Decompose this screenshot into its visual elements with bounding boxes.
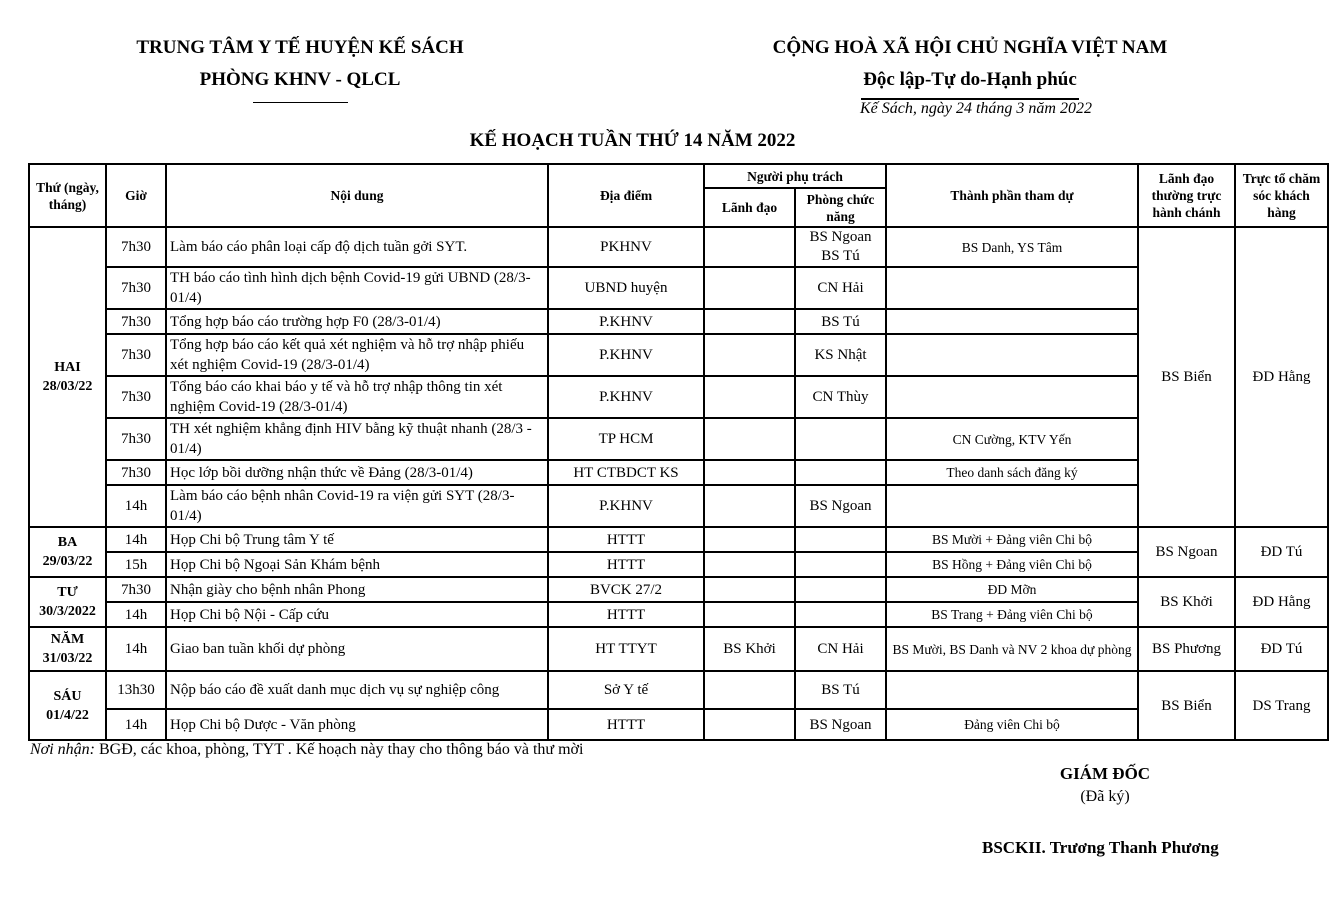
table-row bbox=[29, 627, 1328, 671]
day-cell bbox=[29, 627, 106, 671]
national-motto: Độc lập-Tự do-Hạnh phúc bbox=[861, 64, 1079, 100]
weekly-plan-table bbox=[28, 163, 1329, 741]
table-row bbox=[29, 418, 1328, 460]
customer-care-cell: DS Trang bbox=[1235, 671, 1328, 740]
customer-care-cell: ĐD Tú bbox=[1235, 527, 1328, 577]
day-cell bbox=[29, 671, 106, 740]
leader-cell bbox=[704, 227, 795, 267]
participants-cell bbox=[886, 485, 1138, 527]
dept-cell: KS Nhật bbox=[795, 334, 886, 376]
participants-cell: Đảng viên Chi bộ bbox=[886, 709, 1138, 740]
header-divider bbox=[253, 102, 348, 103]
customer-care-cell: ĐD Tú bbox=[1235, 627, 1328, 671]
recipients-note bbox=[30, 741, 583, 759]
location-cell: HT CTBDCT KS bbox=[548, 460, 704, 485]
table-row bbox=[29, 671, 1328, 709]
header-location: Địa điểm bbox=[548, 164, 704, 227]
participants-cell: BS Trang + Đảng viên Chi bộ bbox=[886, 602, 1138, 627]
header-day: Thứ (ngày, tháng) bbox=[29, 164, 106, 227]
issuer-header bbox=[80, 32, 520, 103]
recipients-label: Nơi nhận: bbox=[30, 741, 95, 758]
time-cell: 15h bbox=[106, 552, 166, 577]
dept-cell: BS Ngoan BS Tú bbox=[795, 227, 886, 267]
leader-cell bbox=[704, 418, 795, 460]
location-cell: P.KHNV bbox=[548, 309, 704, 334]
participants-cell bbox=[886, 267, 1138, 309]
leader-cell bbox=[704, 485, 795, 527]
dept-cell bbox=[795, 552, 886, 577]
content-cell: Làm báo cáo phân loại cấp độ dịch tuần gởi SYT. bbox=[166, 227, 548, 267]
participants-cell bbox=[886, 309, 1138, 334]
content-cell: Nộp báo cáo đề xuất danh mục dịch vụ sự nghiệp công bbox=[166, 671, 548, 709]
location-cell: BVCK 27/2 bbox=[548, 577, 704, 602]
signed-note: (Đã ký) bbox=[1080, 788, 1130, 805]
content-cell: Tổng hợp báo cáo kết quả xét nghiệm và hỗ trợ nhập phiếu xét nghiệm Covid-19 (28/3-01/4) bbox=[166, 334, 548, 376]
header-admin-leader: Lãnh đạo thường trực hành chánh bbox=[1138, 164, 1235, 227]
location-cell: UBND huyện bbox=[548, 267, 704, 309]
content-cell: Họp Chi bộ Nội - Cấp cứu bbox=[166, 602, 548, 627]
leader-cell bbox=[704, 376, 795, 418]
dept-cell bbox=[795, 418, 886, 460]
location-cell: HTTT bbox=[548, 602, 704, 627]
time-cell: 7h30 bbox=[106, 418, 166, 460]
participants-cell bbox=[886, 376, 1138, 418]
header-customer-care: Trực tổ chăm sóc khách hàng bbox=[1235, 164, 1328, 227]
header-dept: Phòng chức năng bbox=[795, 188, 886, 227]
dept-cell bbox=[795, 577, 886, 602]
time-cell: 13h30 bbox=[106, 671, 166, 709]
time-cell: 14h bbox=[106, 709, 166, 740]
location-cell: P.KHNV bbox=[548, 376, 704, 418]
time-cell: 14h bbox=[106, 527, 166, 552]
day-date: 31/03/22 bbox=[42, 651, 93, 666]
content-cell: Tổng hợp báo cáo trường hợp F0 (28/3-01/4) bbox=[166, 309, 548, 334]
content-cell: TH báo cáo tình hình dịch bệnh Covid-19 gửi UBND (28/3-01/4) bbox=[166, 267, 548, 309]
content-cell: Nhận giày cho bệnh nhân Phong bbox=[166, 577, 548, 602]
dept-cell: BS Tú bbox=[795, 309, 886, 334]
day-cell bbox=[29, 227, 106, 527]
day-name: HAI bbox=[54, 360, 81, 375]
table-row bbox=[29, 376, 1328, 418]
header-responsible: Người phụ trách bbox=[704, 164, 886, 188]
content-cell: Họp Chi bộ Trung tâm Y tế bbox=[166, 527, 548, 552]
admin-leader-cell: BS Biển bbox=[1138, 671, 1235, 740]
content-cell: Tổng báo cáo khai báo y tế và hỗ trợ nhập thông tin xét nghiệm Covid-19 (28/3-01/4) bbox=[166, 376, 548, 418]
day-name: BA bbox=[57, 535, 78, 550]
nation-name: CỘNG HOÀ XÃ HỘI CHỦ NGHĨA VIỆT NAM bbox=[772, 37, 1168, 58]
admin-leader-cell: BS Khởi bbox=[1138, 577, 1235, 627]
leader-cell bbox=[704, 552, 795, 577]
day-date: 28/03/22 bbox=[42, 379, 93, 394]
location-cell: P.KHNV bbox=[548, 485, 704, 527]
admin-leader-cell: BS Biển bbox=[1138, 227, 1235, 527]
leader-cell bbox=[704, 309, 795, 334]
participants-cell bbox=[886, 671, 1138, 709]
table-row bbox=[29, 485, 1328, 527]
time-cell: 14h bbox=[106, 485, 166, 527]
participants-cell: BS Mười + Đảng viên Chi bộ bbox=[886, 527, 1138, 552]
day-name: TƯ bbox=[57, 585, 78, 600]
dept-cell bbox=[795, 602, 886, 627]
location-cell: HTTT bbox=[548, 527, 704, 552]
leader-cell bbox=[704, 602, 795, 627]
participants-cell: BS Danh, YS Tâm bbox=[886, 227, 1138, 267]
participants-cell: BS Hồng + Đảng viên Chi bộ bbox=[886, 552, 1138, 577]
table-row bbox=[29, 227, 1328, 267]
location-cell: HTTT bbox=[548, 709, 704, 740]
time-cell: 7h30 bbox=[106, 227, 166, 267]
day-cell bbox=[29, 527, 106, 577]
day-date: 30/3/2022 bbox=[39, 604, 96, 619]
leader-cell bbox=[704, 577, 795, 602]
dept-cell bbox=[795, 527, 886, 552]
location-cell: TP HCM bbox=[548, 418, 704, 460]
participants-cell: ĐD Mỡn bbox=[886, 577, 1138, 602]
leader-cell bbox=[704, 527, 795, 552]
place-date: Kế Sách, ngày 24 tháng 3 năm 2022 bbox=[860, 100, 1092, 117]
header-content: Nội dung bbox=[166, 164, 548, 227]
dept-cell: BS Tú bbox=[795, 671, 886, 709]
time-cell: 7h30 bbox=[106, 334, 166, 376]
dept-cell: CN Thùy bbox=[795, 376, 886, 418]
header-time: Giờ bbox=[106, 164, 166, 227]
time-cell: 7h30 bbox=[106, 267, 166, 309]
table-row bbox=[29, 460, 1328, 485]
table-row bbox=[29, 552, 1328, 577]
table-row bbox=[29, 527, 1328, 552]
leader-cell bbox=[704, 671, 795, 709]
organization-name: TRUNG TÂM Y TẾ HUYỆN KẾ SÁCH bbox=[136, 37, 464, 58]
time-cell: 7h30 bbox=[106, 309, 166, 334]
signer-name: BSCKII. Trương Thanh Phương bbox=[982, 838, 1219, 857]
participants-cell: BS Mười, BS Danh và NV 2 khoa dự phòng bbox=[886, 627, 1138, 671]
dept-cell: BS Ngoan bbox=[795, 709, 886, 740]
leader-cell bbox=[704, 334, 795, 376]
time-cell: 7h30 bbox=[106, 460, 166, 485]
dept-cell bbox=[795, 460, 886, 485]
day-name: NĂM bbox=[50, 632, 85, 647]
content-cell: Họp Chi bộ Dược - Văn phòng bbox=[166, 709, 548, 740]
participants-cell bbox=[886, 334, 1138, 376]
time-cell: 7h30 bbox=[106, 577, 166, 602]
day-date: 01/4/22 bbox=[46, 707, 89, 723]
table-row bbox=[29, 602, 1328, 627]
day-cell bbox=[29, 577, 106, 627]
customer-care-cell: ĐD Hằng bbox=[1235, 577, 1328, 627]
document-title: KẾ HOẠCH TUẦN THỨ 14 NĂM 2022 bbox=[469, 130, 796, 151]
day-name: SÁU bbox=[53, 688, 82, 704]
admin-leader-cell: BS Phương bbox=[1138, 627, 1235, 671]
location-cell: Sở Y tế bbox=[548, 671, 704, 709]
content-cell: Làm báo cáo bệnh nhân Covid-19 ra viện gửi SYT (28/3-01/4) bbox=[166, 485, 548, 527]
table-row bbox=[29, 334, 1328, 376]
signer-role: GIÁM ĐỐC bbox=[1059, 764, 1151, 783]
location-cell: PKHNV bbox=[548, 227, 704, 267]
content-cell: Học lớp bồi dưỡng nhận thức về Đảng (28/3-01/4) bbox=[166, 460, 548, 485]
national-header bbox=[720, 32, 1220, 100]
table-row bbox=[29, 577, 1328, 602]
admin-leader-cell: BS Ngoan bbox=[1138, 527, 1235, 577]
content-cell: Giao ban tuần khối dự phòng bbox=[166, 627, 548, 671]
leader-cell bbox=[704, 267, 795, 309]
table-row bbox=[29, 709, 1328, 740]
participants-cell: CN Cường, KTV Yến bbox=[886, 418, 1138, 460]
time-cell: 14h bbox=[106, 627, 166, 671]
table-row bbox=[29, 267, 1328, 309]
customer-care-cell: ĐD Hằng bbox=[1235, 227, 1328, 527]
recipients-text: BGĐ, các khoa, phòng, TYT . Kế hoạch này thay cho thông báo và thư mời bbox=[94, 741, 584, 758]
location-cell: HTTT bbox=[548, 552, 704, 577]
participants-cell: Theo danh sách đăng ký bbox=[886, 460, 1138, 485]
location-cell: P.KHNV bbox=[548, 334, 704, 376]
content-cell: Họp Chi bộ Ngoại Sản Khám bệnh bbox=[166, 552, 548, 577]
dept-cell: BS Ngoan bbox=[795, 485, 886, 527]
time-cell: 14h bbox=[106, 602, 166, 627]
day-date: 29/03/22 bbox=[42, 554, 93, 569]
table-row bbox=[29, 309, 1328, 334]
dept-cell: CN Hải bbox=[795, 627, 886, 671]
header-participants: Thành phần tham dự bbox=[886, 164, 1138, 227]
location-cell: HT TTYT bbox=[548, 627, 704, 671]
leader-cell: BS Khởi bbox=[704, 627, 795, 671]
department-name: PHÒNG KHNV - QLCL bbox=[199, 69, 401, 90]
leader-cell bbox=[704, 460, 795, 485]
time-cell: 7h30 bbox=[106, 376, 166, 418]
dept-cell: CN Hải bbox=[795, 267, 886, 309]
leader-cell bbox=[704, 709, 795, 740]
header-leader: Lãnh đạo bbox=[704, 188, 795, 227]
content-cell: TH xét nghiệm khẳng định HIV bằng kỹ thuật nhanh (28/3 - 01/4) bbox=[166, 418, 548, 460]
